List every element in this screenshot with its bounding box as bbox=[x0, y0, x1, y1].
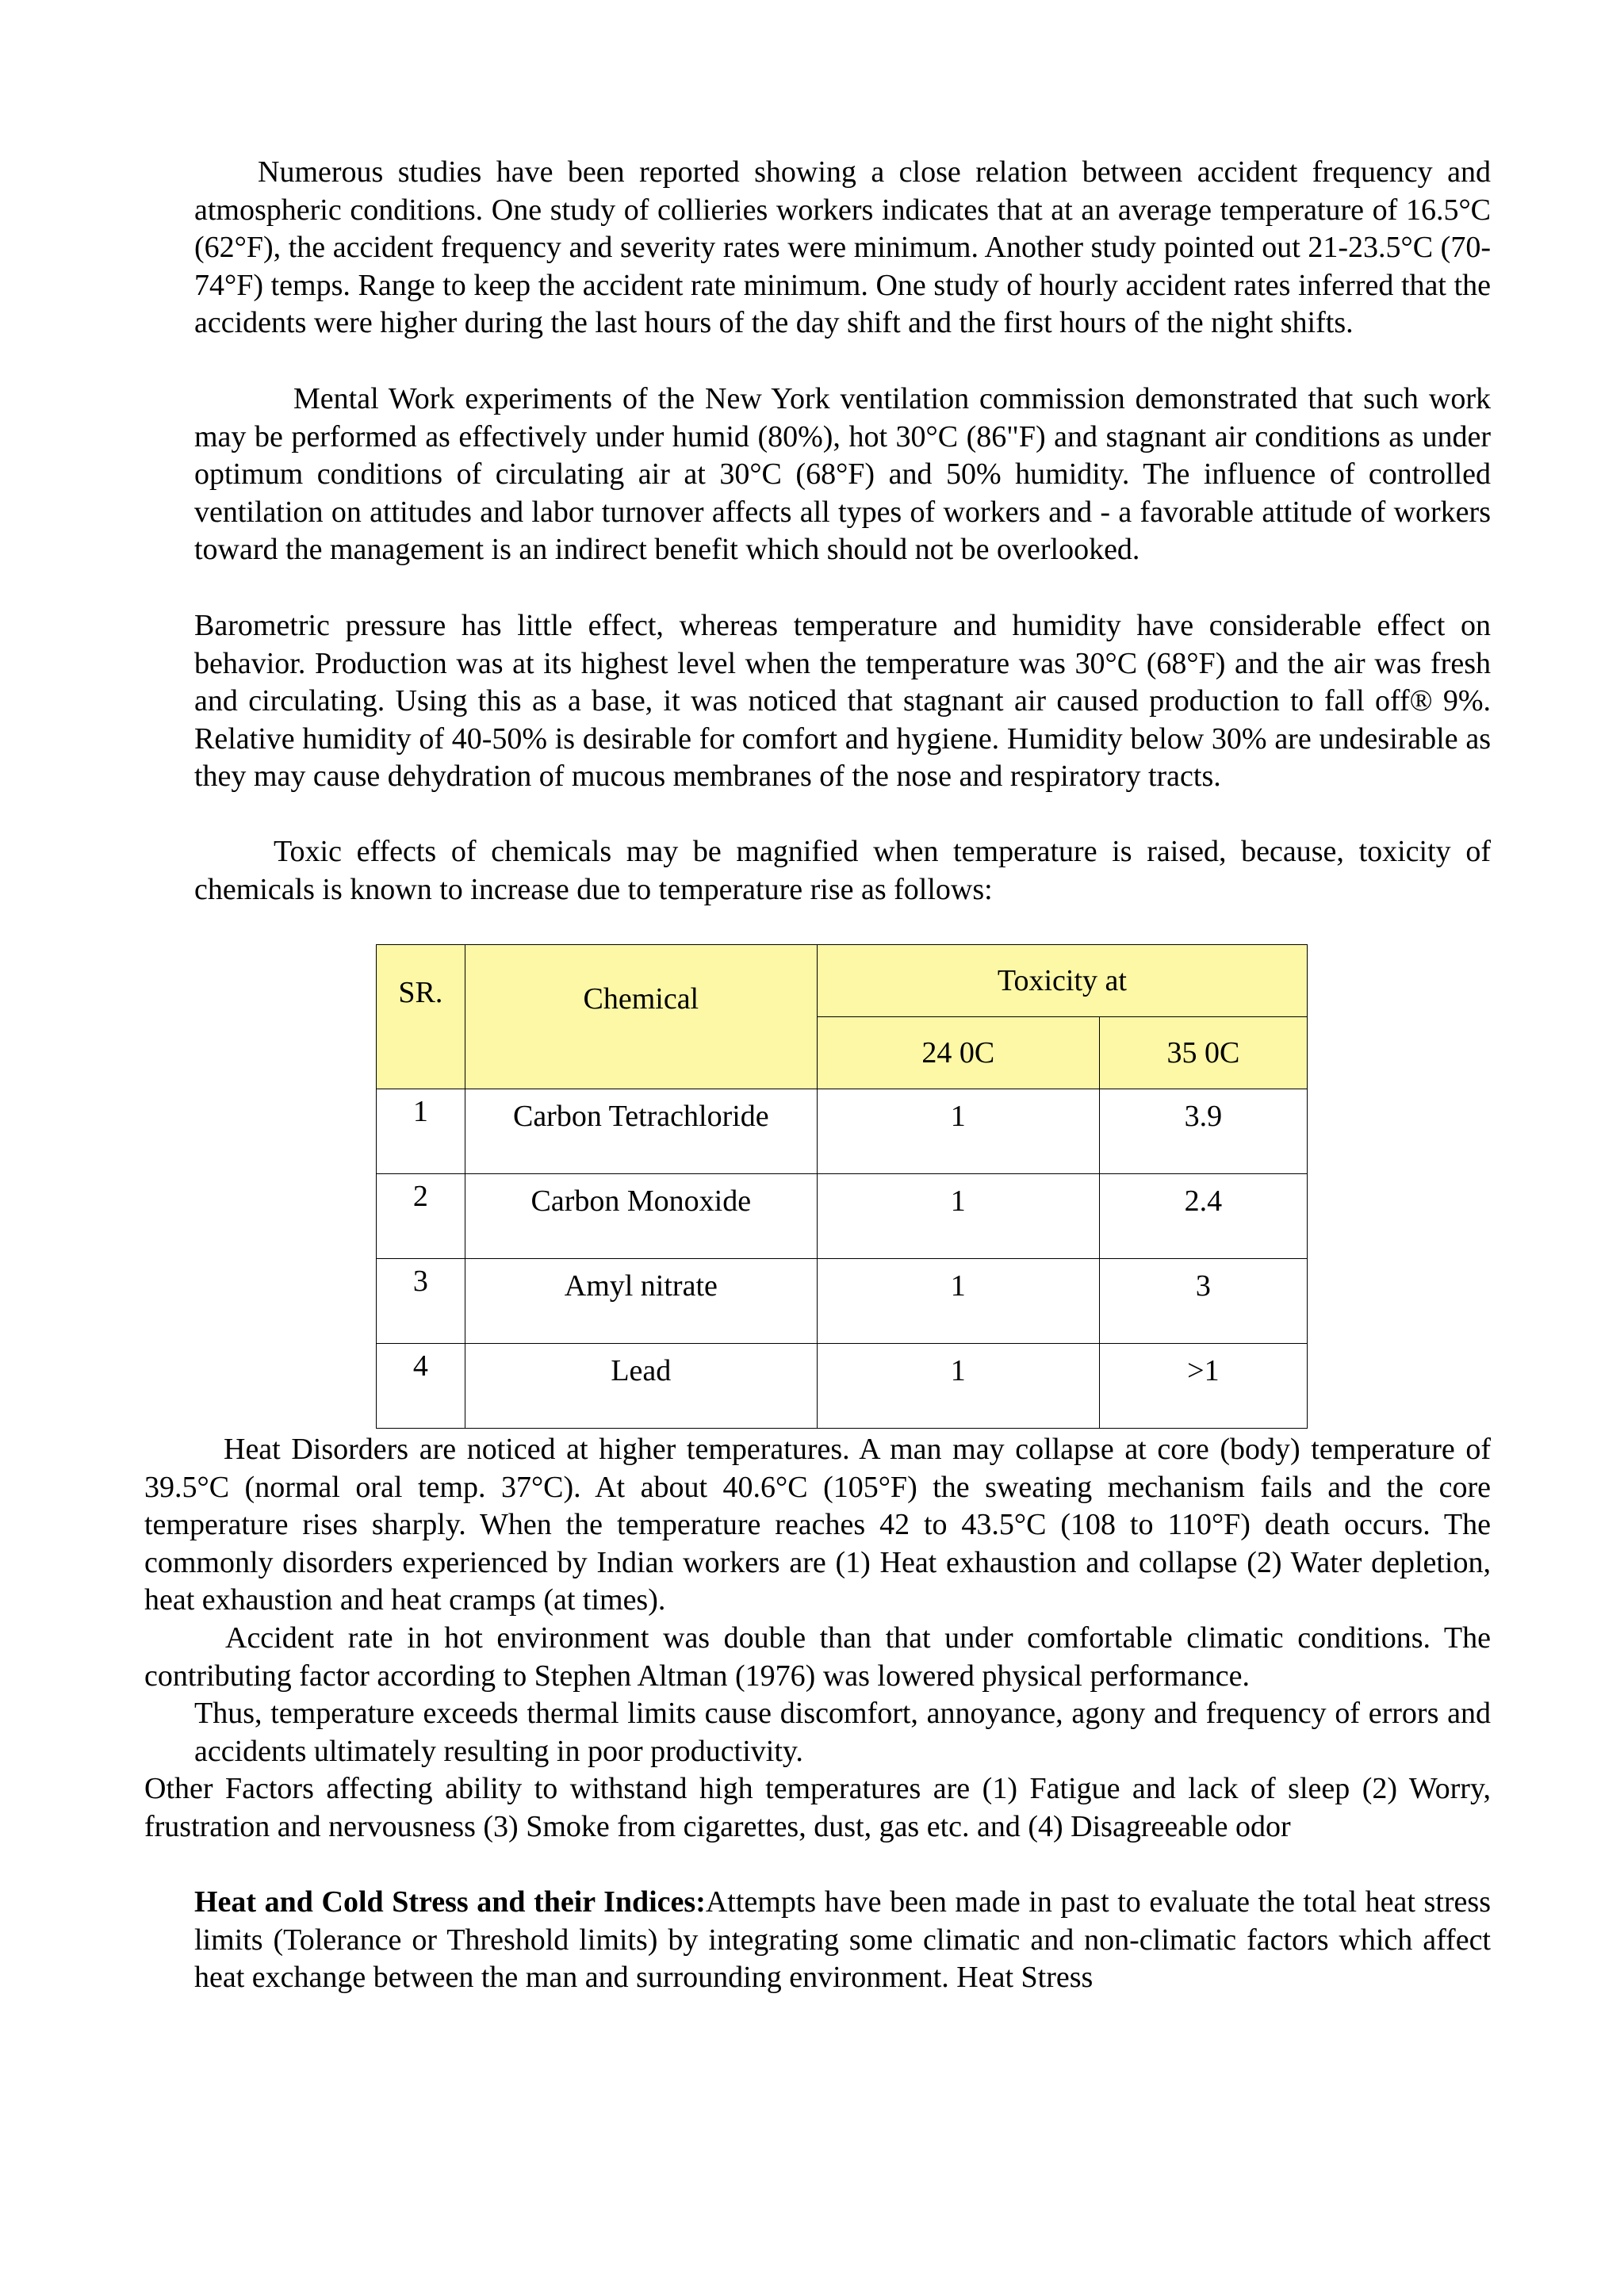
table-row bbox=[377, 1344, 1308, 1429]
cell-sr: 4 bbox=[377, 1344, 465, 1429]
cell-chemical: Carbon Tetrachloride bbox=[465, 1089, 817, 1174]
paragraph-accident-rate: Accident rate in hot environment was double than that under comfortable climatic conditions. The contributing factor according to Stephen Altman (1976) was lowered physical performance. bbox=[144, 1621, 1491, 1693]
cell-toxicity-35c: 2.4 bbox=[1099, 1174, 1307, 1259]
paragraph-other-factors: Other Factors affecting ability to withstand high temperatures are (1) Fatigue and lack of sleep (2) Worry, frustration and nervousness (3) Smoke from cigarettes, dust, gas etc. and (4) Disagreeable odor bbox=[144, 1772, 1491, 1843]
cell-chemical: Amyl nitrate bbox=[465, 1259, 817, 1344]
table-row bbox=[377, 1259, 1308, 1344]
header-24c: 24 0C bbox=[817, 1017, 1099, 1089]
cell-toxicity-24c: 1 bbox=[817, 1089, 1099, 1174]
paragraph-barometric-pressure: Barometric pressure has little effect, whereas temperature and humidity have considerable effect on behavior. Production was at its highest level when the temperature was 30°C (68°F) and the air was fresh and circulating. Using this as a base, it was noticed that stagnant air caused production to fall off® 9%. Relative humidity of 40-50% is desirable for comfort and hygiene. Humidity below 30% are undesirable as they may cause dehydration of mucous membranes of the nose and respiratory tracts. bbox=[194, 609, 1491, 794]
cell-toxicity-24c: 1 bbox=[817, 1344, 1099, 1429]
header-sr: SR. bbox=[377, 945, 465, 1089]
section-heading: Heat and Cold Stress and their Indices: bbox=[194, 1885, 706, 1919]
paragraph-accident-frequency: Numerous studies have been reported showing a close relation between accident frequency and atmospheric conditions. One study of collieries workers indicates that at an average temperature of 16.5°C (62°F), the accident frequency and severity rates were minimum. Another study pointed out 21-23.5°C (70-74°F) temps. Range to keep the accident rate minimum. One study of hourly accident rates inferred that the accidents were higher during the last hours of the day shift and the first hours of the night shifts. bbox=[194, 155, 1491, 340]
toxicity-table bbox=[376, 944, 1308, 1429]
header-35c: 35 0C bbox=[1099, 1017, 1307, 1089]
paragraph-mental-work: Mental Work experiments of the New York ventilation commission demonstrated that such work may be performed as effectively under humid (80%), hot 30°C (86"F) and stagnant air conditions as under optimum conditions of circulating air at 30°C (68°F) and 50% humidity. The influence of controlled ventilation on attitudes and labor turnover affects all types of workers and - a favorable attitude of workers toward the management is an indirect benefit which should not be overlooked. bbox=[194, 382, 1491, 567]
cell-toxicity-24c: 1 bbox=[817, 1174, 1099, 1259]
cell-toxicity-35c: 3.9 bbox=[1099, 1089, 1307, 1174]
table-row bbox=[377, 1089, 1308, 1174]
cell-toxicity-24c: 1 bbox=[817, 1259, 1099, 1344]
paragraph-heat-cold-stress bbox=[194, 1884, 1491, 1997]
header-toxicity-at: Toxicity at bbox=[817, 945, 1307, 1017]
cell-chemical: Carbon Monoxide bbox=[465, 1174, 817, 1259]
cell-sr: 1 bbox=[377, 1089, 465, 1174]
cell-toxicity-35c: 3 bbox=[1099, 1259, 1307, 1344]
paragraph-thermal-limits: Thus, temperature exceeds thermal limits cause discomfort, annoyance, agony and frequency of errors and accidents ultimately resulting in poor productivity. bbox=[194, 1697, 1491, 1768]
cell-chemical: Lead bbox=[465, 1344, 817, 1429]
cell-toxicity-35c: >1 bbox=[1099, 1344, 1307, 1429]
table-row bbox=[377, 1174, 1308, 1259]
cell-sr: 2 bbox=[377, 1174, 465, 1259]
paragraph-toxic-effects: Toxic effects of chemicals may be magnified when temperature is raised, because, toxicity of chemicals is known to increase due to temperature rise as follows: bbox=[194, 835, 1491, 906]
cell-sr: 3 bbox=[377, 1259, 465, 1344]
section-body: Attempts have been made in past to evaluate the total heat stress limits (Tolerance or Threshold limits) by integrating some climatic and non-climatic factors which affect heat exchange between the man and surrounding environment. Heat Stress bbox=[194, 1885, 1491, 1995]
header-chemical: Chemical bbox=[465, 945, 817, 1089]
paragraph-heat-disorders: Heat Disorders are noticed at higher temperatures. A man may collapse at core (body) temperature of 39.5°C (normal oral temp. 37°C). At about 40.6°C (105°F) the sweating mechanism fails and the core temperature rises sharply. When the temperature reaches 42 to 43.5°C (108 to 110°F) death occurs. The commonly disorders experienced by Indian workers are (1) Heat exhaustion and collapse (2) Water depletion, heat exhaustion and heat cramps (at times). bbox=[144, 1433, 1491, 1617]
